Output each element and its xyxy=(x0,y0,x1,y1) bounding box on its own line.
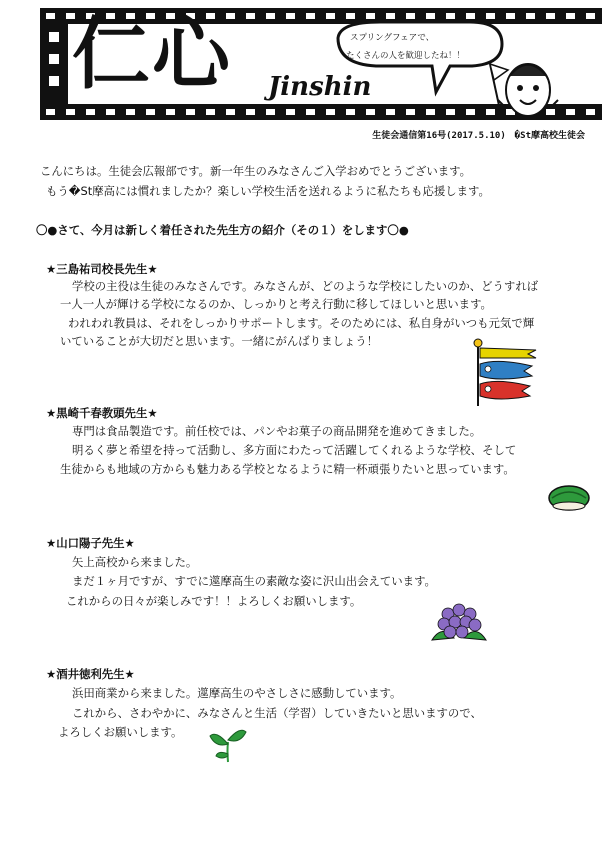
teacher-1-line-4: いていることが大切だと思います。一緒にがんばりましょう！ xyxy=(60,334,379,348)
hydrangea-icon xyxy=(428,600,490,648)
teacher-heading-2: ★黒崎千春教頭先生★ xyxy=(46,406,158,420)
teacher-4-line-1: 浜田商業から来ました。遾摩高生のやさしさに感動しています。 xyxy=(72,686,402,700)
intro-line-1: こんにちは。生徒会広報部です。新一年生のみなさんご入学おめでとうございます。 xyxy=(40,164,472,178)
teacher-3-line-1: 矢上高校から来ました。 xyxy=(72,555,198,569)
sprout-icon xyxy=(208,726,248,764)
koinobori-icon xyxy=(468,338,546,408)
bubble-text-line2: たくさんの人を歓迎したね！！ xyxy=(346,51,466,61)
teacher-1-line-2: 一人一人が輝ける学校になるのか、しっかりと考え行動に移してほしいと思います。 xyxy=(60,297,492,311)
teacher-3-line-2: まだ１ヶ月ですが、すでに遾摩高生の素敵な姿に沢山出会えています。 xyxy=(72,574,436,588)
teacher-heading-1: ★三島祐司校長先生★ xyxy=(46,262,158,276)
intro-line-2: もう�St摩高には慣れましたか？楽しい学校生活を送れるように私たちも応援します。 xyxy=(46,184,490,198)
teacher-2-line-2: 明るく夢と希望を持って活動し、多方面にわたって活躍してくれるような学校、そして xyxy=(72,443,517,457)
teacher-4-line-3: よろしくお願いします。 xyxy=(58,725,183,739)
teacher-1-line-1: 学校の主役は生徒のみなさんです。みなさんが、どのような学校にしたいのか、どうすれば xyxy=(72,279,539,293)
teacher-heading-3: ★山口陽子先生★ xyxy=(46,536,135,550)
teacher-4-line-2: これから、さわやかに、みなさんと生活（学習）していきたいと思いますので、 xyxy=(72,706,482,720)
kashiwamochi-icon xyxy=(546,480,592,512)
teacher-3-line-3: これからの日々が楽しみです！！よろしくお願いします。 xyxy=(66,594,362,608)
newsletter-title: 仁心 xyxy=(72,10,233,100)
teacher-2-line-1: 専門は食品製造です。前任校では、パンやお菓子の商品開発を進めてきました。 xyxy=(72,424,482,438)
issue-info: 生徒会通信第16号(2017.5.10) �St摩高校生徒会 xyxy=(372,131,585,141)
teacher-2-line-3: 生徒からも地域の方からも魅力ある学校となるように精一杯頑張りたいと思っています。 xyxy=(60,462,515,476)
teacher-1-line-3: われわれ教員は、それをしっかりサポートします。そのためには、私自身がいつも元気で輝 xyxy=(68,316,535,330)
bubble-text-line1: スプリングフェアで、 xyxy=(350,33,435,43)
teacher-heading-4: ★酒井徳利先生★ xyxy=(46,667,135,681)
announcement: 〇●さて、今月は新しく着任された先生方の紹介（その１）をします〇● xyxy=(36,223,409,237)
mascot-icon xyxy=(482,54,562,124)
newsletter-title-roman: Jinshin xyxy=(268,72,372,102)
